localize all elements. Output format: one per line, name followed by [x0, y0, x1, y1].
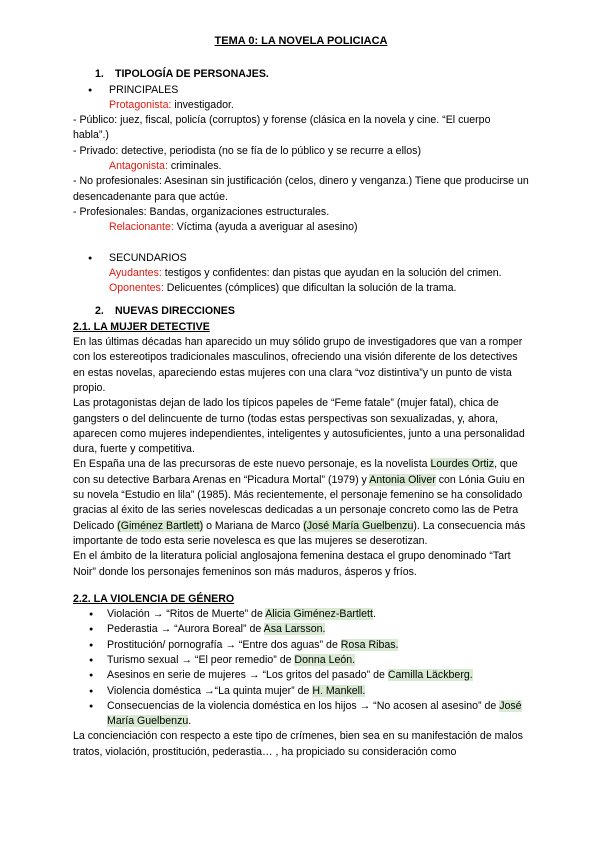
paragraph-1: En las últimas décadas han aparecido un muy sólido grupo de investigadores que van a romper con los estereotipos tradicionales masculinos, ofreciendo una visión diferente de los detectives en estas novelas, apareciendo estas mujeres con una clara “voz distintiva”y un punto de vista propio. — [73, 336, 523, 394]
paragraph-2: Las protagonistas dejan de lado los típicos papeles de “Feme fatale” (mujer fatal), chica de gangsters o del delincuente de turno (todas estas perspectivas son sexualizadas, y, ahora, aparecen como mujeres independientes, inteligentes y autosuficientes, junto a una personalidad dura, fuerte y competitiva. — [73, 397, 525, 456]
paragraph-5: La concienciación con respecto a este tipo de crímenes, bien sea en su manifestación de malos tratos, violación, prostitución, pederastia… , ha propiciado su consideración como — [73, 730, 523, 758]
section-2-heading: 2. NUEVAS DIRECCIONES — [95, 305, 235, 318]
no-profesionales-line: - No profesionales: Asesinan sin justificación (celos, dinero y venganza.) Tiene que producirse un desencadenante para que actúe. — [73, 175, 529, 203]
section-1-heading: 1. TIPOLOGÍA DE PERSONAJES. — [95, 68, 269, 81]
subsection-2-2-heading: 2.2. LA VIOLENCIA DE GÉNERO — [73, 592, 235, 605]
list-item: ● Pederastia → “Aurora Boreal” de Asa Larsson. — [73, 622, 529, 637]
list-item: ● Violación → “Ritos de Muerte” de Alicia Giménez-Bartlett. — [73, 607, 529, 622]
list-item: ● Violencia doméstica →“La quinta mujer” de H. Mankell. — [73, 684, 529, 699]
publico-line: - Público: juez, fiscal, policía (corruptos) y forense (clásica en la novela y cine. “El cuerpo habla”.) — [73, 114, 491, 142]
principales-item: ● PRINCIPALES — [73, 83, 529, 98]
paragraph-4: En el ámbito de la literatura policial anglosajona femenina destaca el grupo denominado “Tart Noir” donde los personajes femeninos son más maduros, ásperos y fríos. — [73, 550, 511, 578]
list-item: ● Turismo sexual → “El peor remedio” de Donna León. — [73, 653, 529, 668]
subsection-2-1-heading: 2.1. LA MUJER DETECTIVE — [73, 320, 210, 333]
document-page — [73, 34, 529, 760]
ayudantes-line: Ayudantes: testigos y confidentes: dan pistas que ayudan en la solución del crimen. — [109, 266, 502, 279]
list-item: ● Consecuencias de la violencia doméstica en los hijos → “No acosen al asesino” de José María Guelbenzu. — [73, 699, 529, 730]
relacionante-line: Relacionante: Víctima (ayuda a averiguar al asesino) — [109, 221, 358, 234]
paragraph-3: En España una de las precursoras de este nuevo personaje, es la novelista Lourdes Ortiz, que con su detective Barbara Arenas en “Picadura Mortal” (1979) y Antonia Oliver con Lónia Guiu en su novela “Estudio en lila” (1985). Más recientemente, el personaje femenino se ha consolidado gracias al éxito de las series novelescas dedicadas a un personaje concreto como las de Petra Delicado (Giménez Bartlett) o Mariana de Marco (José María Guelbenzu). La consecuencia más importante de todo esta serie novelesca es que las mujeres se deserotizan. — [73, 458, 526, 547]
antagonista-line: Antagonista: criminales. — [109, 160, 222, 173]
profesionales-line: - Profesionales: Bandas, organizaciones estructurales. — [73, 205, 330, 218]
list-item: ● Prostitución/ pornografía → “Entre dos aguas” de Rosa Ribas. — [73, 638, 529, 653]
document-title: TEMA 0: LA NOVELA POLICIACA — [214, 35, 388, 47]
list-item: ● Asesinos en serie de mujeres → “Los gritos del pasado” de Camilla Läckberg. — [73, 668, 529, 683]
privado-line: - Privado: detective, periodista (no se fía de lo público y se recurre a ellos) — [73, 144, 422, 157]
oponentes-line: Oponentes: Delicuentes (cómplices) que dificultan la solución de la trama. — [109, 282, 457, 295]
violence-list — [73, 607, 529, 729]
protagonista-line: Protagonista: investigador. — [109, 98, 234, 111]
secundarios-item: ● SECUNDARIOS — [73, 251, 529, 266]
